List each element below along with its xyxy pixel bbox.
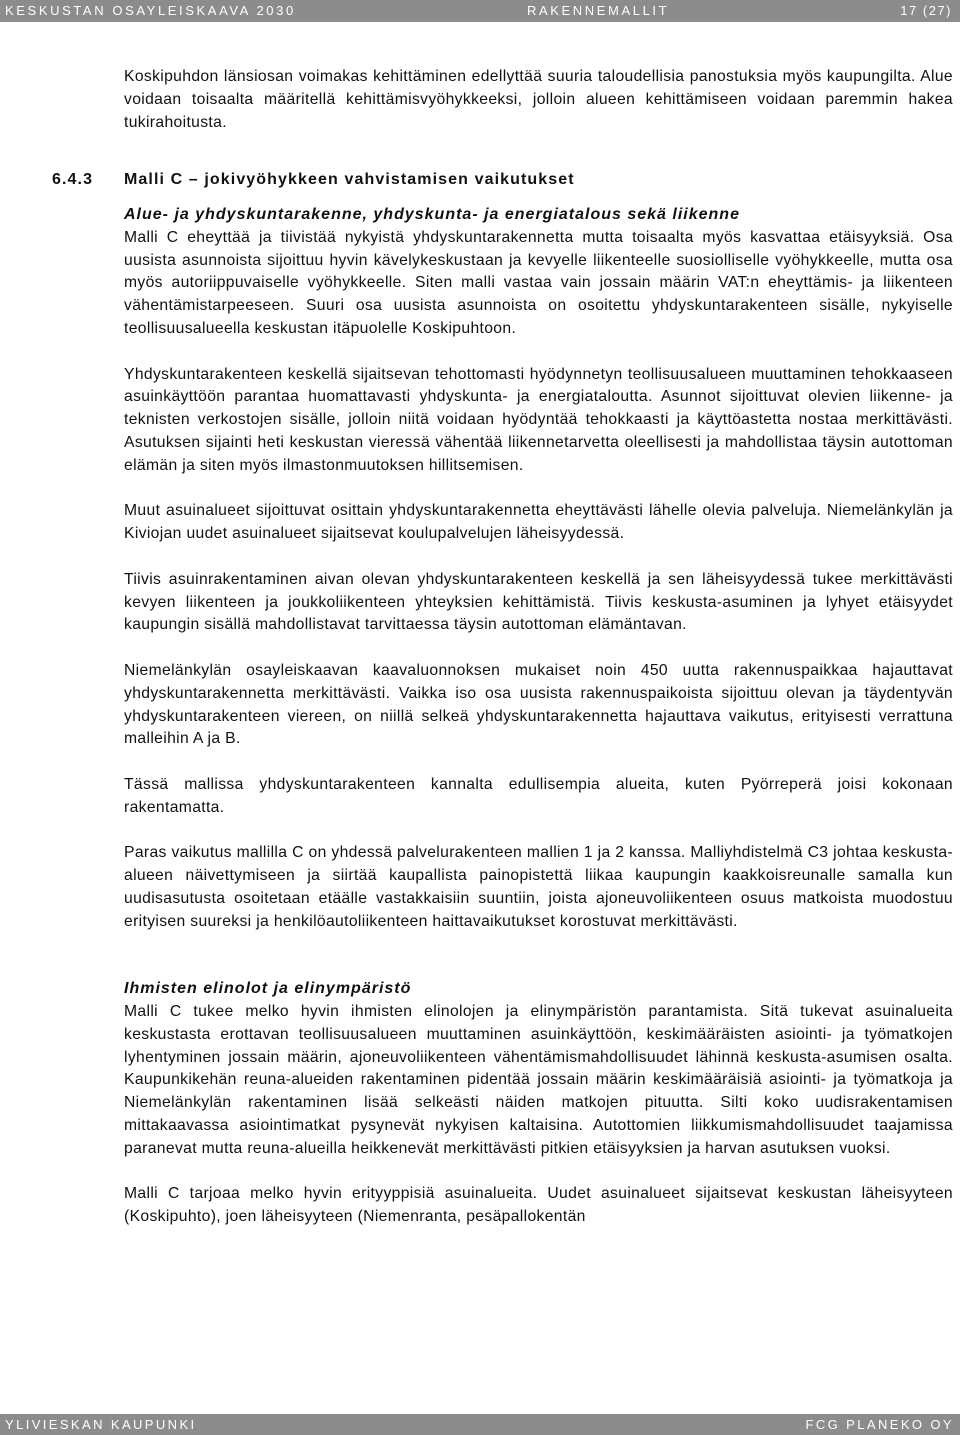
client-name: YLIVIESKAN KAUPUNKI (5, 1417, 197, 1432)
paragraph: Yhdyskuntarakenteen keskellä sijaitsevan tehottomasti hyödynnetyn teollisuusalueen muuttaminen tehokkaaseen asuinkäyttöön parantaa huomattavasti yhdyskunta- ja energiataloutta. Asunnot sijoittuvat olevien liikenne- ja teknisten verkostojen sisälle, jolloin niitä voidaan hyödyntää tehokkaasti ja käyttöastetta nostaa merkittävästi. Asutuksen sijainti heti keskustan vieressä vähentää liikennetarvetta oleellisesti ja mahdollistaa täysin autottoman elämän ja siten myös ilmastonmuutoksen hillitsemisen. (124, 365, 953, 474)
section-heading (52, 169, 953, 192)
subsection-heading-structure: Alue- ja yhdyskuntarakenne, yhdyskunta- ja energiatalous sekä liikenne (124, 205, 740, 223)
page-header (0, 0, 960, 22)
page-footer (0, 1414, 960, 1435)
paragraph: Malli C tarjoaa melko hyvin erityyppisiä asuinalueita. Uudet asuinalueet sijaitsevat keskustan läheisyyteen (Koskipuhto), joen läheisyyteen (Niemenranta, pesäpallokentän (124, 1185, 953, 1226)
paragraph: Malli C eheyttää ja tiivistää nykyistä yhdyskuntarakennetta mutta toisaalta myös kasvattaa etäisyyksiä. Osa uusista asunnoista sijoittuu hyvin kävelykeskustaan ja kevyelle liikenteelle suosiolliselle vyöhykkeelle, mutta osa myös autoriippuvaiselle vyöhykkeelle. Siten malli vastaa vain jossain määrin VAT:n eheyttämis- ja liikenteen vähentämistarpeeseen. Suuri osa uusista asunnoista on osoitettu yhdyskuntarakenteen sisälle, nykyiselle teollisuusalueella keskustan itäpuolelle Koskipuhtoon. (124, 228, 953, 337)
paragraph: Tiivis asuinrakentaminen aivan olevan yhdyskuntarakenteen keskellä ja sen läheisyydessä tukee merkittävästi kevyen liikenteen ja joukkoliikenteen yhteyksien kehittämistä. Tiivis keskusta-asuminen ja lyhyet etäisyydet kaupungin sisällä mahdollistavat tarvittaessa täysin autottoman elämäntavan. (124, 570, 953, 634)
paragraph: Malli C tukee melko hyvin ihmisten elinolojen ja elinympäristön parantamista. Sitä tukevat asuinalueita keskustasta erottavan teollisuusalueen muuttaminen asuinkäyttöön, keskimääräisten asiointi- ja työmatkojen lyhentyminen jossain määrin, ajoneuvoliikenteen vähentämismahdollisuudet lähinnä keskusta-asumisen osalta. Kaupunkikehän reuna-alueiden rakentaminen pidentää jossain määrin keskimääräisiä asiointi- ja työmatkoja ja Niemelänkylän rakentaminen lisää selkeästi näiden matkojen pituutta. Silti koko uudisrakentamisen mittakaavassa asiointimatkat pysynevät nykyisen kaltaisina. Autottomien liikkumismahdollisuudet taajamissa paranevat mutta reuna-alueilla heikkenevät merkittävästi pitkien etäisyyksien ja harvan asutuksen vuoksi. (124, 1003, 953, 1157)
document-body (52, 66, 953, 1229)
section-number: 6.4.3 (52, 171, 94, 189)
page-number: 17 (27) (900, 3, 952, 18)
intro-paragraph: Koskipuhdon länsiosan voimakas kehittäminen edellyttää suuria taloudellisia panostuksia myös kaupungilta. Alue voidaan toisaalta määritellä kehittämisvyöhykkeeksi, jolloin alueen kehittämiseen voidaan paremmin hakea tukirahoitusta. (124, 68, 953, 131)
paragraph: Muut asuinalueet sijoittuvat osittain yhdyskuntarakennetta eheyttävästi lähelle olevia palveluja. Niemelänkylän ja Kiviojan uudet asuinalueet sijaitsevat koulupalvelujen läheisyydessä. (124, 502, 953, 543)
paragraph: Niemelänkylän osayleiskaavan kaavaluonnoksen mukaiset noin 450 uutta rakennuspaikkaa hajauttavat yhdyskuntarakennetta merkittävästi. Vaikka iso osa uusista rakennuspaikoista sijoittuu olevan ja täydentyvän yhdyskuntarakenteen viereen, on niillä selkeä yhdyskuntarakennetta hajauttava vaikutus, erityisesti verrattuna malleihin A ja B. (124, 661, 953, 748)
chapter-title: RAKENNEMALLIT (527, 3, 670, 18)
paragraph: Tässä mallissa yhdyskuntarakenteen kannalta edullisempia alueita, kuten Pyörreperä joisi kokonaan rakentamatta. (124, 775, 953, 816)
subsection-heading-living-conditions: Ihmisten elinolot ja elinympäristö (124, 980, 412, 998)
paragraph: Paras vaikutus mallilla C on yhdessä palvelurakenteen mallien 1 ja 2 kanssa. Malliyhdistelmä C3 johtaa keskusta-alueen näivettymiseen ja siirtää kaupallista painopistettä liikaa kaupungin kaakkoisreunalle samalla kun uudisasutusta osoitetaan etäälle vastakkaisiin suuntiin, joista ajoneuvoliikenteen osuus matkoista muodostuu erityisen suureksi ja henkilöautoliikenteen haittavaikutukset korostuvat merkittävästi. (124, 844, 953, 930)
consultant-name: FCG PLANEKO OY (805, 1417, 954, 1432)
document-title: KESKUSTAN OSAYLEISKAAVA 2030 (5, 3, 296, 18)
section-title: Malli C – jokivyöhykkeen vahvistamisen vaikutukset (124, 171, 575, 189)
